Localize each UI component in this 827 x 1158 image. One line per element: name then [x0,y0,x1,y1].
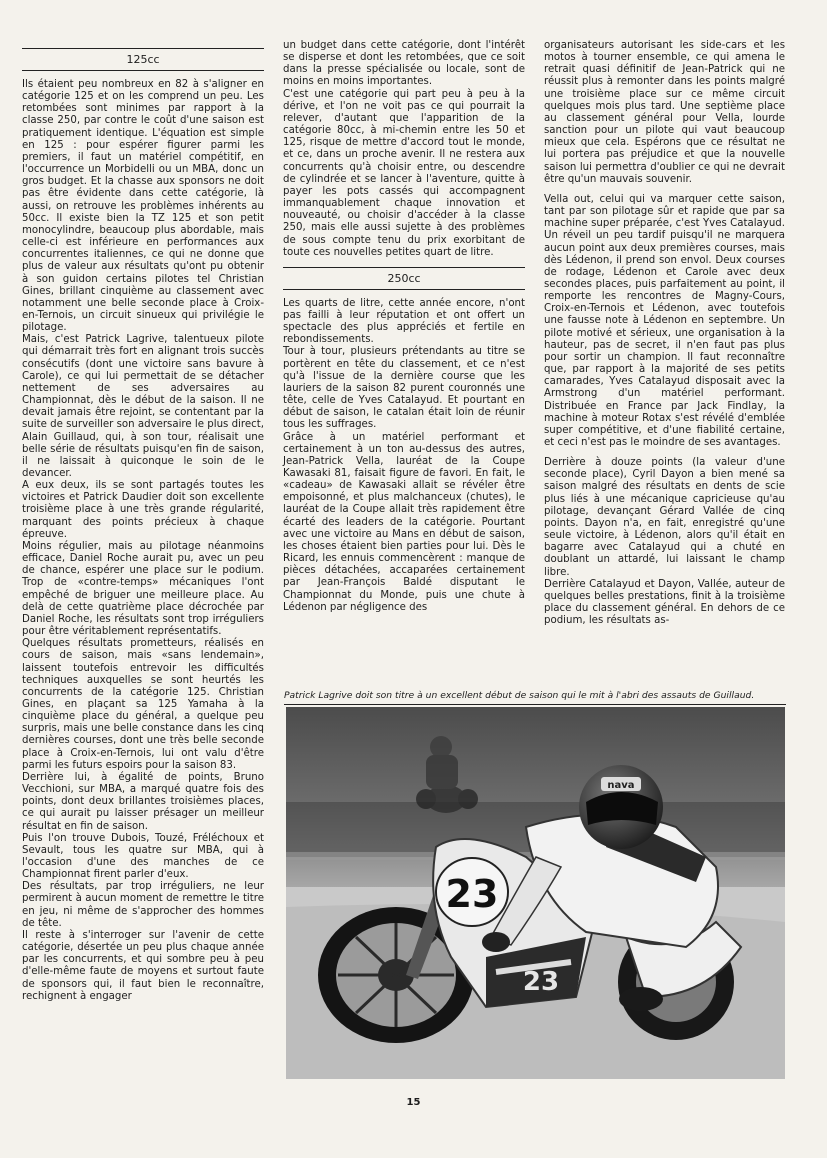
column-1 [22,40,264,1003]
paragraph: Tour à tour, plusieurs prétendants au titre se portèrent en tête du classement, et ce n'est qu'à l'issue de la dernière course que les lauriers de la saison 82 purent couronnés une tête, celle de Yves Catalayud. Et pourtant en début de saison, le catalan était loin de réunir tous les suffrages. [283,346,525,431]
column-3 [544,40,785,627]
column-1-text [22,79,264,1003]
page-number: 15 [406,1097,421,1108]
paragraph: un budget dans cette catégorie, dont l'intérêt se disperse et dont les retombées, que ce soit dans la presse spécialisée ou locale, sont de moins en moins importantes. [283,40,525,88]
motorcycle-racer-photo [286,707,785,1079]
paragraph: A eux deux, ils se sont partagés toutes les victoires et Patrick Daudier doit son excellente troisième place à une très grande régularité, marquant des points précieux à chaque épreuve. [22,480,264,540]
helmet-text: nava [607,780,635,791]
side-number-text: 23 [522,967,560,997]
column-2-text-top [283,40,525,259]
paragraph: Quelques résultats prometteurs, réalisés en cours de saison, mais «sans lendemain», laissent toutefois entrevoir les difficultés techniques auxquelles se sont heurtés les concurrents de la catégorie 125. Christian Gines, en plaçant sa 125 Yamaha à la cinquième place du général, a quelque peu surpris, mais une belle constance dans les cinq dernières courses, dont une très belle seconde place à Croix-en-Ternois, lui ont valu d'être parmi les futurs espoirs pour la saison 83. [22,638,264,771]
paragraph: Derrière Catalayud et Dayon, Vallée, auteur de quelques belles prestations, finit à la troisième place du classement général. En dehors de ce podium, les résultats as- [544,578,785,627]
paragraph: Grâce à un matériel performant et certainement à un ton au-dessus des autres, Jean-Patrick Vella, lauréat de la Coupe Kawasaki 81, faisait figure de favori. En fait, le «cadeau» de Kawasaki allait se révéler être empoisonné, et plus malchanceux (chutes), le lauréat de la Coupe allait très rapidement être écarté des leaders de la catégorie. Pourtant avec une victoire au Mans en début de saison, les choses étaient bien parties pour lui. Dès le Ricard, les ennuis commencèrent : manque de pièces détachées, accaparées certainement par Jean-François Baldé disputant le Championnat du Monde, puis une chute à Lédenon par négligence des [283,431,525,613]
paragraph: Les quarts de litre, cette année encore, n'ont pas failli à leur réputation et ont offert un spectacle des plus appréciés et fertile en rebondissements. [283,297,525,346]
paragraph: organisateurs autorisant les side-cars et les motos à tourner ensemble, ce qui amena le retrait quasi définitif de Jean-Patrick qui ne réussit plus à remonter dans les points malgré une troisième place sur ce même circuit quelques mois plus tard. Une septième place au classement général pour Vella, lourde sanction pour un pilote qui vaut beaucoup mieux que cela. Espérons que ce résultat ne lui portera pas préjudice et que la nouvelle saison lui permettra d'oublier ce qui ne devrait être qu'un mauvais souvenir. [544,40,785,185]
paragraph: Vella out, celui qui va marquer cette saison, tant par son pilotage sûr et rapide que par sa machine super préparée, c'est Yves Catalayud. Un réveil un peu tardif puisqu'il ne marquera aucun point aux deux premières courses, mais dès Lédenon, il prend son envol. Deux courses de rodage, Lédenon et Carole avec deux secondes places, puis parfaitement au point, il remporte les rencontres de Magny-Cours, Croix-en-Ternois et Lédenon, avec toutefois une fausse note à Lédenon en septembre. Un pilote motivé et sérieux, une organisation à la hauteur, pas de secret, il n'en faut pas plus pour sortir un champion. Il faut reconnaître que, par rapport à la majorité de ses petits camarades, Yves Catalayud disposait avec la Armstrong d'un matériel performant. Distribuée en France par Jack Findlay, la machine à moteur Rotax s'est révélé d'emblée super compétitive, et d'une fiabilité certaine, et ceci n'est pas le moindre de ses avantages. [544,193,785,448]
paragraph: Puis l'on trouve Dubois, Touzé, Fréléchoux et Sevault, tous les quatre sur MBA, qui à l'occasion d'une des manches de ce Championnat firent parler d'eux. [22,832,264,881]
column-2-text-bottom [283,298,525,614]
paragraph: C'est une catégorie qui part peu à peu à la dérive, et l'on ne voit pas ce qui pourrait la relever, d'autant que l'apparition de la catégorie 80cc, à mi-chemin entre les 50 et 125, risque de mettre d'accord tout le monde, et ce, dans un proche avenir. Il ne restera aux concurrents qu'à choisir entre, ou descendre de cylindrée et se lancer à l'aventure, quitte à payer les pots cassés qui accompagnent immanquablement chaque innovation et nouveauté, ou choisir d'accéder à la classe 250, mais elle aussi sujette à des problèmes de sous compte tenu du prix exorbitant de toute ces nouvelles petites quart de litre. [283,88,525,258]
paragraph: Derrière à douze points (la valeur d'une seconde place), Cyril Dayon a bien mené sa saison malgré des résultats en dents de scie plus liés à une mécanique capricieuse qu'au pilotage, devançant Gérard Vallée de cinq points. Dayon n'a, en fait, enregistré qu'une seule victoire, à Lédenon, alors qu'il était en bagarre avec Catalayud qui a chuté en doublant un attardé, lui laissant le champ libre. [544,457,785,578]
number-plate-text: 23 [445,872,499,916]
paragraph: Ils étaient peu nombreux en 82 à s'aligner en catégorie 125 et on les comprend un peu. Les retombées sont minimes par rapport à la classe 250, par contre le coût d'une saison est pratiquement identique. L'équation est simple en 125 : pour espérer figurer parmi les premiers, il faut un matériel compétitif, en l'occurrence un Morbidelli ou un MBA, donc un gros budget. Et la chasse aux sponsors ne doit pas être évidente dans cette catégorie, là aussi, on retrouve les problèmes inhérents au 50cc. Il existe bien la TZ 125 et son petit monocylindre, beaucoup plus abordable, mais celle-ci est inférieure en performances aux concurrentes italiennes, ce qui ne donne que plus de valeur aux résultats qu'ont pu obtenir à son guidon certains pilotes tel Christian Gines, brillant cinquième au classement avec notamment une belle seconde place à Croix-en-Ternois, un circuit sinueux qui privilégie le pilotage. [22,79,264,334]
paragraph: Des résultats, par trop irréguliers, ne leur permirent à aucun moment de remettre le titre en jeu, ni même de s'approcher des hommes de tête. [22,881,264,929]
photo-caption: Patrick Lagrive doit son titre à un excellent début de saison qui le mit à l'abri des assauts de Guillaud. [284,690,786,705]
race-photo [286,707,785,1079]
paragraph: Il reste à s'interroger sur l'avenir de cette catégorie, désertée un peu plus chaque année par les concurrents, et qui sombre peu à peu d'elle-même faute de moyens et surtout faute de sponsors qui, il faut bien le reconnaître, rechignent à engager [22,929,264,1002]
section-heading-125cc: 125cc [22,48,264,71]
column-2 [283,40,525,614]
paragraph: Mais, c'est Patrick Lagrive, talentueux pilote qui démarrait très fort en alignant trois succès consécutifs (dont une victoire sans bavure à Carole), ce qui lui permettait de se détacher nettement de ses adversaires au Championnat, dès le début de la saison. Il ne devait jamais être rejoint, se contentant par la suite de surveiller son adversaire le plus direct, Alain Guillaud, qui, à son tour, réalisait une belle série de résultats puisqu'en fin de saison, il ne laissait à quiconque le soin de le devancer. [22,334,264,479]
paragraph: Derrière lui, à égalité de points, Bruno Vecchioni, sur MBA, a marqué quatre fois des points, dont deux brillantes troisièmes places, ce qui aurait pu laisser présager un meilleur résultat en fin de saison. [22,771,264,832]
section-heading-250cc: 250cc [283,267,525,290]
paragraph: Moins régulier, mais au pilotage néanmoins efficace, Daniel Roche aurait pu, avec un peu de chance, espérer une place sur le podium. Trop de «contre-temps» mécaniques l'ont empêché de briguer une meilleure place. Au delà de cette quatrième place décrochée par Daniel Roche, les résultats sont trop irréguliers pour être véritablement représentatifs. [22,540,264,638]
